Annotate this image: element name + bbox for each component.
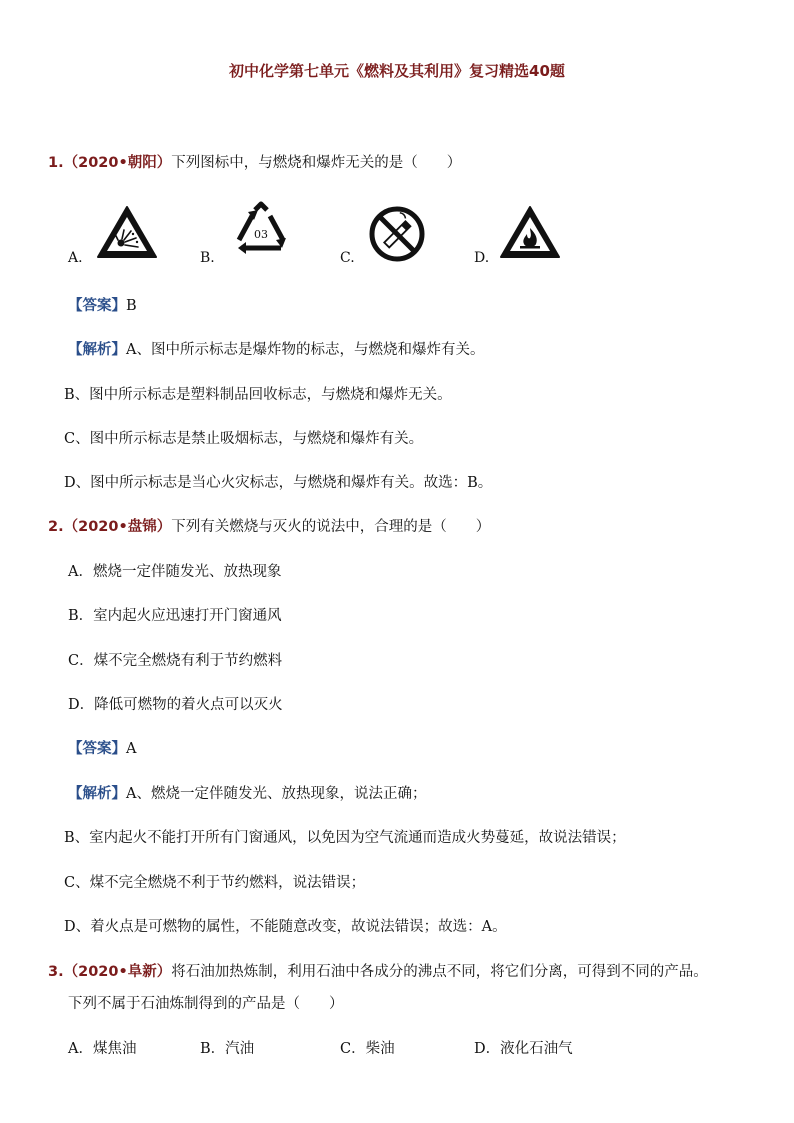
option-b: B．汽油: [200, 1041, 255, 1057]
analysis-line: [68, 784, 426, 804]
option-d: D．降低可燃物的着火点可以灭火: [68, 697, 283, 713]
answer-tag: 【答案】: [68, 298, 126, 314]
answer-line: [68, 739, 136, 759]
question-text: 下列有关燃烧与灭火的说法中，合理的是（ ）: [171, 519, 491, 535]
option-b: B．室内起火应迅速打开门窗通风: [68, 608, 282, 624]
fire-warning-icon: [498, 204, 562, 260]
analysis-line: D、着火点是可燃物的属性，不能随意改变，故说法错误；故选：A。: [64, 919, 507, 935]
analysis-text: A、燃烧一定伴随发光、放热现象，说法正确；: [126, 786, 427, 802]
option-a: A．煤焦油: [68, 1041, 137, 1057]
explosive-warning-icon: [95, 204, 159, 260]
answer-value: A: [126, 741, 137, 757]
answer-line: [68, 296, 137, 316]
analysis-tag: 【解析】: [68, 786, 126, 802]
question-3-stem-continued: 下列不属于石油炼制得到的产品是（ ）: [68, 996, 344, 1012]
question-1-stem: [48, 153, 461, 173]
question-number: 2.: [48, 519, 64, 535]
question-2-stem: [48, 517, 490, 537]
question-text: 下列图标中，与燃烧和爆炸无关的是（ ）: [171, 155, 462, 171]
question-number: 1.: [48, 155, 64, 171]
question-source: （2020•朝阳）: [63, 155, 172, 171]
analysis-line: B、图中所示标志是塑料制品回收标志，与燃烧和爆炸无关。: [64, 387, 452, 403]
question-3-stem: [48, 962, 708, 982]
question-source: （2020•阜新）: [63, 964, 172, 980]
question-number: 3.: [48, 964, 64, 980]
no-smoking-icon: [368, 205, 426, 263]
option-d-label: D.: [474, 250, 490, 266]
page-title: 初中化学第七单元《燃料及其利用》复习精选40题: [229, 62, 565, 80]
analysis-line: D、图中所示标志是当心火灾标志，与燃烧和爆炸有关。故选：B。: [64, 475, 493, 491]
plastic-recycling-icon: [228, 200, 294, 262]
analysis-line: [68, 340, 484, 360]
analysis-tag: 【解析】: [68, 342, 126, 358]
answer-value: B: [126, 298, 137, 314]
analysis-line: B、室内起火不能打开所有门窗通风，以免因为空气流通而造成火势蔓延，故说法错误；: [64, 830, 626, 846]
option-b-label: B.: [200, 250, 215, 266]
analysis-line: C、图中所示标志是禁止吸烟标志，与燃烧和爆炸有关。: [64, 431, 424, 447]
option-a: A．燃烧一定伴随发光、放热现象: [68, 564, 282, 580]
analysis-line: C、煤不完全燃烧不利于节约燃料，说法错误；: [64, 875, 366, 891]
option-a-label: A.: [68, 250, 83, 266]
question-text: 将石油加热炼制，利用石油中各成分的沸点不同，将它们分离，可得到不同的产品。: [171, 964, 708, 980]
option-c: C．煤不完全燃烧有利于节约燃料: [68, 653, 283, 669]
option-c-label: C.: [340, 250, 355, 266]
answer-tag: 【答案】: [68, 741, 126, 757]
question-source: （2020•盘锦）: [63, 519, 172, 535]
option-c: C．柴油: [340, 1041, 395, 1057]
analysis-text: A、图中所示标志是爆炸物的标志，与燃烧和爆炸有关。: [126, 342, 485, 358]
recycling-code: 03: [254, 228, 268, 241]
option-d: D．液化石油气: [474, 1041, 573, 1057]
